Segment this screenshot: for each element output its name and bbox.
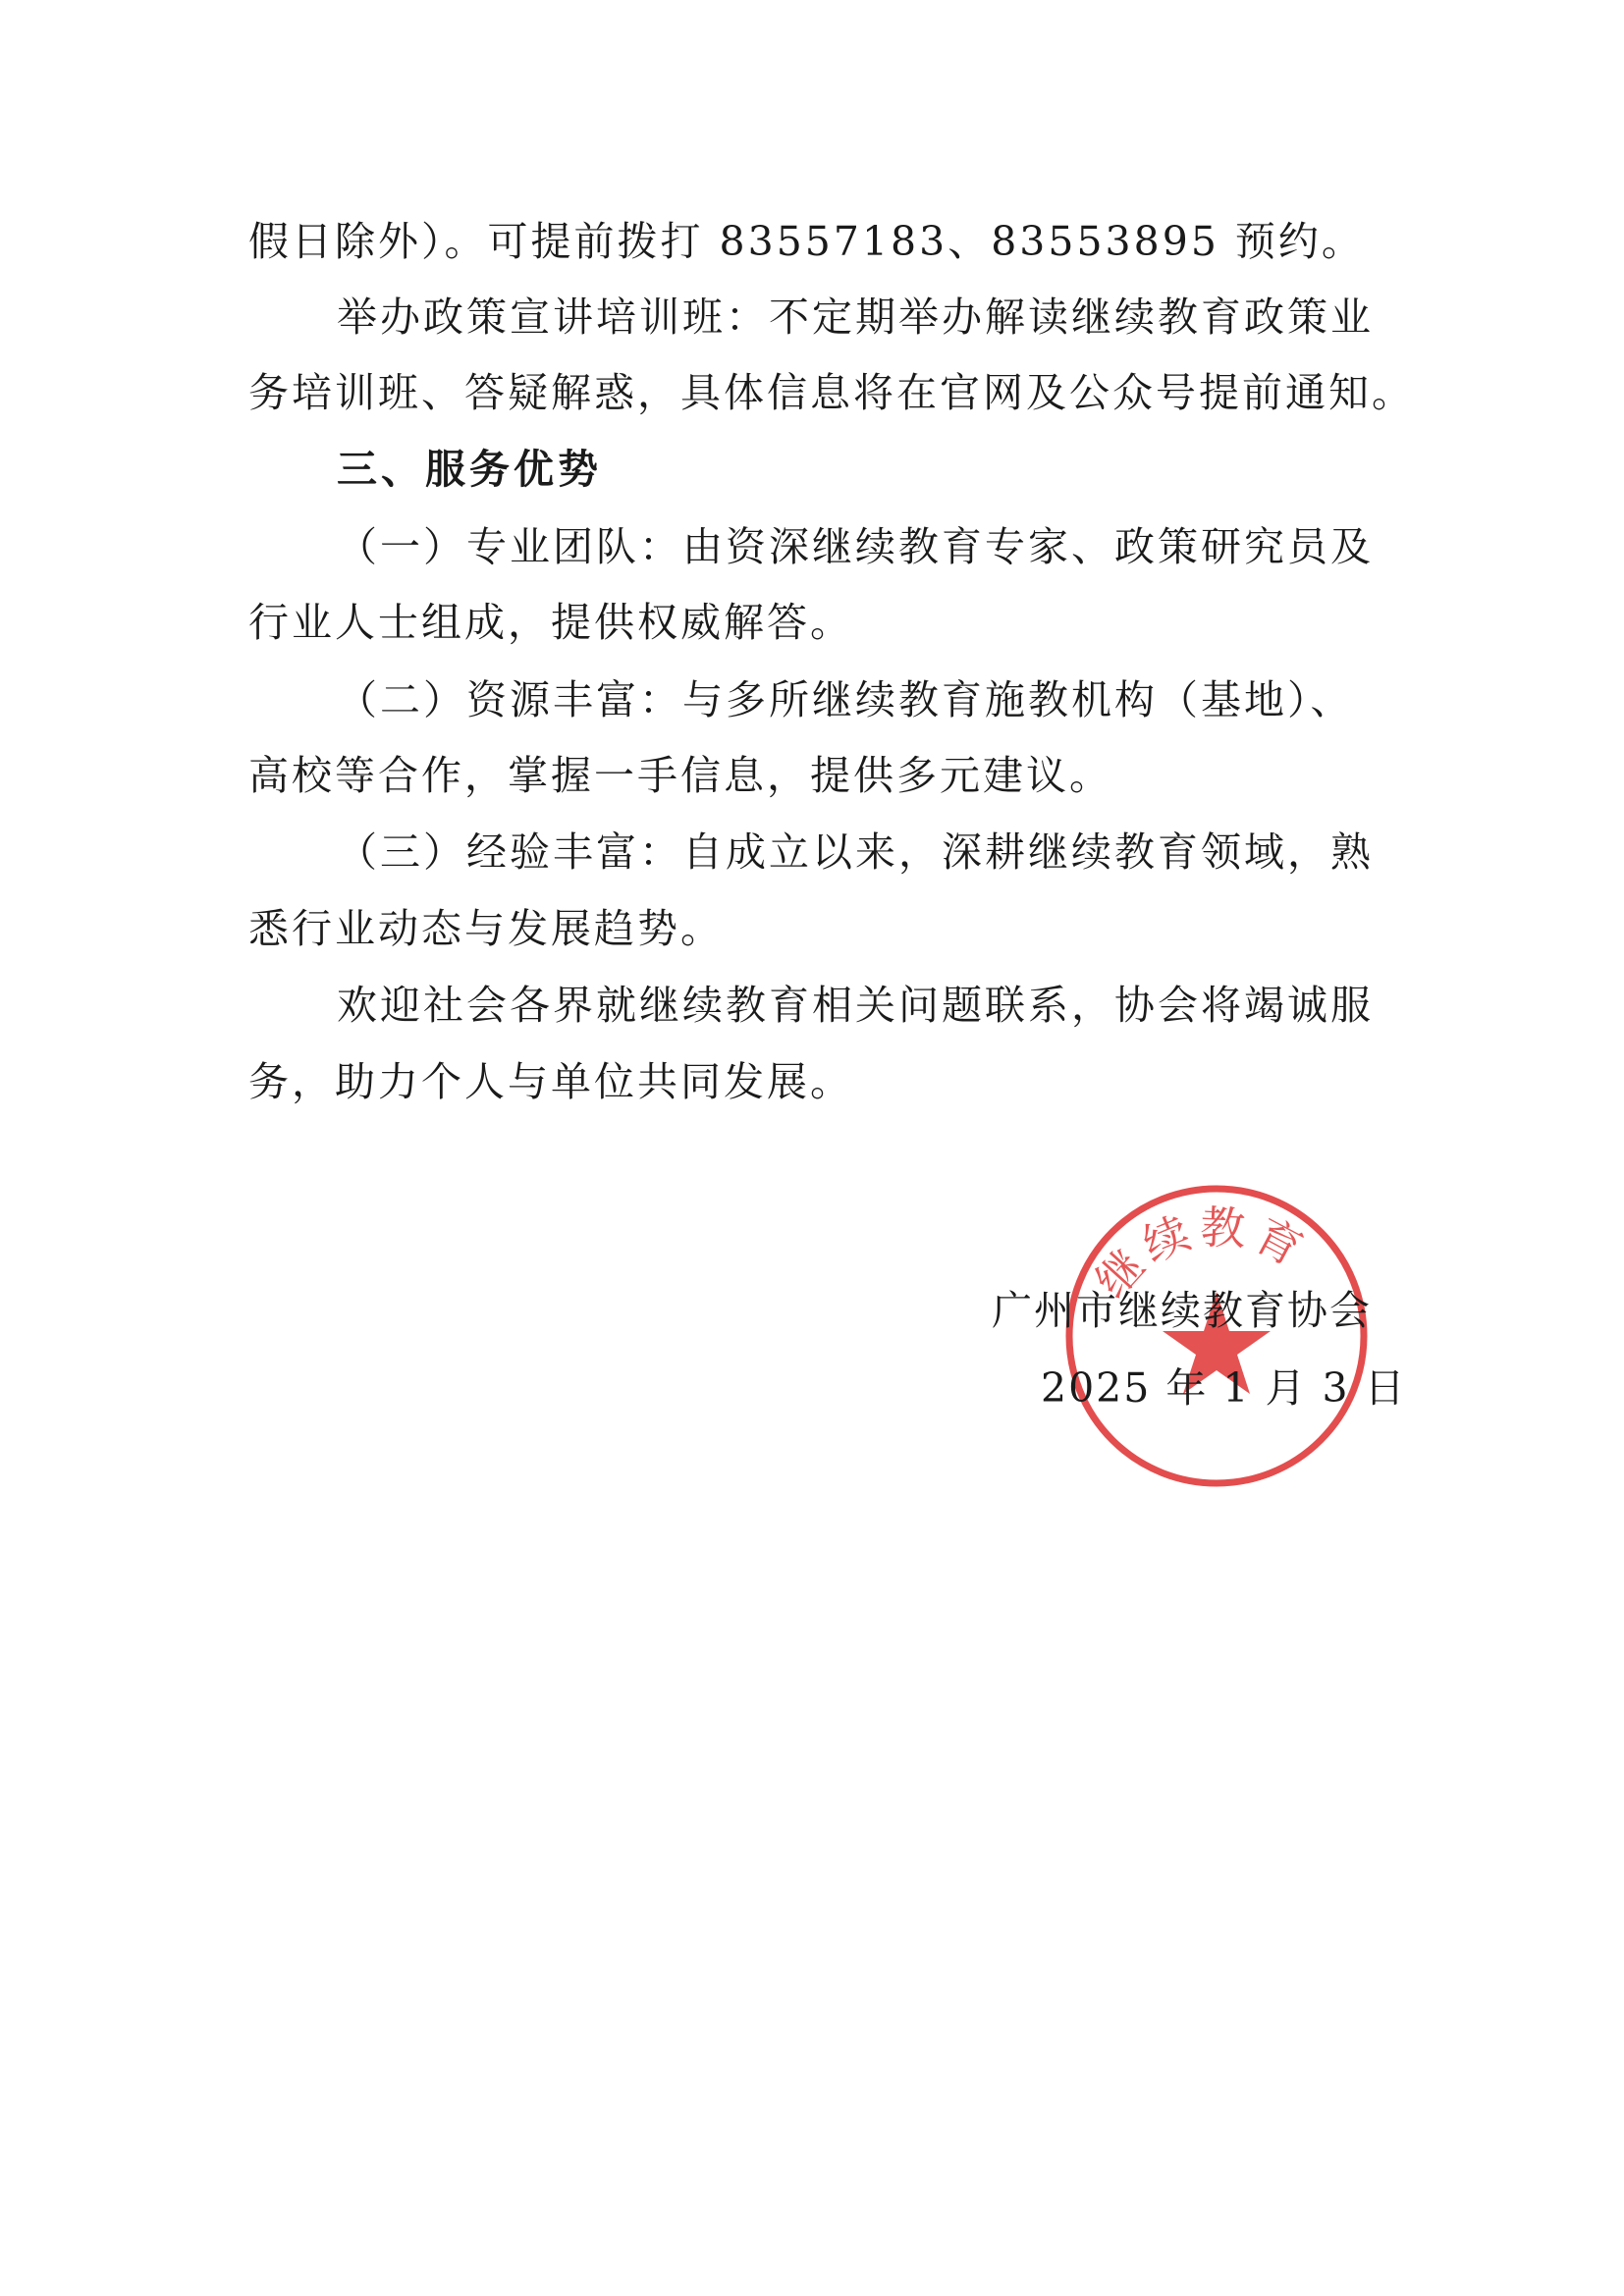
paragraph-line: 行业人士组成，提供权威解答。 <box>248 599 853 646</box>
paragraph-line: （二）资源丰富：与多所继续教育施教机构（基地）、 <box>337 676 1354 723</box>
paragraph-line: 高校等合作，掌握一手信息，提供多元建议。 <box>248 752 1112 799</box>
paragraph-line: （一）专业团队：由资深继续教育专家、政策研究员及 <box>337 523 1374 570</box>
paragraph-line: 举办政策宣讲培训班：不定期举办解读继续教育政策业 <box>337 294 1374 341</box>
official-seal-stamp <box>1056 1176 1377 1496</box>
paragraph-line: 欢迎社会各界就继续教育相关问题联系，协会将竭诚服 <box>337 982 1374 1029</box>
paragraph-line: （三）经验丰富：自成立以来，深耕继续教育领域，熟 <box>337 828 1374 876</box>
signature-organization: 广州市继续教育协会 <box>992 1287 1372 1334</box>
paragraph-line: 悉行业动态与发展趋势。 <box>248 905 724 952</box>
paragraph-line: 务培训班、答疑解惑，具体信息将在官网及公众号提前通知。 <box>248 369 1415 416</box>
section-heading: 三、服务优势 <box>337 446 602 493</box>
paragraph-line: 务，助力个人与单位共同发展。 <box>248 1058 853 1105</box>
seal-text: 继续教育 <box>1085 1200 1317 1308</box>
signature-date: 2025 年 1 月 3 日 <box>1041 1364 1407 1412</box>
paragraph-line: 假日除外）。可提前拨打 83557183、83553895 预约。 <box>248 218 1365 265</box>
